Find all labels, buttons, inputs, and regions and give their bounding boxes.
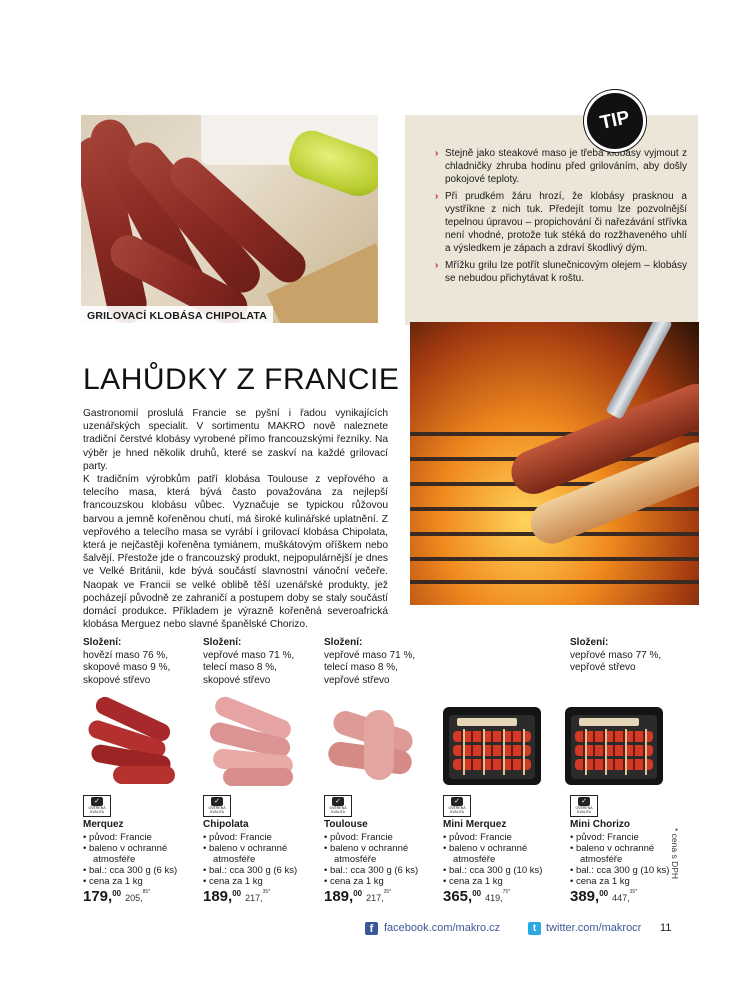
tip-item: › Stejně jako steakové maso je třeba klobásy vyjmout z chladničky zhruba hodinu před grilováním, aby došly pokojové teploty.	[435, 148, 687, 185]
product-price: 179,00 205,$^{85*}$	[83, 888, 151, 905]
product-details: • původ: Francie • baleno v ochranné atmosféře • bal.: cca 300 g (6 ks) • cena za 1 kg	[83, 832, 178, 887]
tip-item: › Mřížku grilu lze potřít slunečnicovým olejem – klobásy se nebudou přichytávat k roštu.	[435, 260, 687, 284]
product-details: • původ: Francie • baleno v ochranné atmosféře • bal.: cca 300 g (6 ks) • cena za 1 kg	[203, 832, 298, 887]
quality-check-icon: ✓	[332, 797, 344, 806]
arrow-right-icon: ›	[435, 191, 439, 202]
toulouse-image	[324, 700, 422, 788]
photo-caption: GRILOVACÍ KLOBÁSA CHIPOLATA	[81, 306, 273, 325]
quality-mark: ✓ OVĚŘENÁ KVALITA	[324, 795, 352, 817]
product-details: • původ: Francie • baleno v ochranné atmosféře • bal.: cca 300 g (10 ks) • cena za 1 kg	[570, 832, 670, 887]
mini-merquez-image	[443, 707, 541, 785]
product-composition: Složení: hovězí maso 76 %, skopové maso 9 %, skopové střevo	[83, 637, 171, 686]
twitter-icon[interactable]: t	[528, 922, 541, 935]
product-details: • původ: Francie • baleno v ochranné atmosféře • bal.: cca 300 g (6 ks) • cena za 1 kg	[324, 832, 419, 887]
page-number: 11	[660, 922, 672, 934]
arrow-right-icon: ›	[435, 148, 439, 159]
quality-check-icon: ✓	[91, 797, 103, 806]
quality-mark: ✓ OVĚŘENÁ KVALITA	[443, 795, 471, 817]
product-price: 365,00 419,$^{75*}$	[443, 888, 511, 905]
product-details: • původ: Francie • baleno v ochranné atmosféře • bal.: cca 300 g (10 ks) • cena za 1 kg	[443, 832, 543, 887]
product-name: Chipolata	[203, 819, 249, 830]
product-composition: Složení: vepřové maso 71 %, telecí maso 8 %, vepřové střevo	[324, 637, 416, 686]
product-price: 389,00 447,$^{35*}$	[570, 888, 638, 905]
quality-check-icon: ✓	[451, 797, 463, 806]
arrow-right-icon: ›	[435, 260, 439, 271]
tip-item: › Při prudkém žáru hrozí, že klobásy prasknou a vystříknе z nich tuk. Předejít tomu lze pozvolnější tepelnou úpravou – propichování či nařezávání střívka není vhodné, protože tuk stéká do rozžhaveného uhlí a výsledkem je zápach a zdraví škodlivý dým.	[435, 191, 687, 254]
product-name: Toulouse	[324, 819, 368, 830]
tip-badge: TIP	[578, 84, 652, 158]
mini-chorizo-image	[565, 707, 663, 785]
quality-check-icon: ✓	[211, 797, 223, 806]
product-name: Mini Chorizo	[570, 819, 630, 830]
facebook-icon[interactable]: f	[365, 922, 378, 935]
product-composition: Složení: vepřové maso 71 %, telecí maso 8 %, skopové střevo	[203, 637, 295, 686]
merquez-image	[83, 700, 181, 788]
product-composition: Složení: vepřové maso 77 %, vepřové střevo	[570, 637, 662, 673]
product-name: Mini Merquez	[443, 819, 507, 830]
product-name: Merquez	[83, 819, 124, 830]
facebook-link[interactable]: facebook.com/makro.cz	[384, 922, 501, 934]
quality-mark: ✓ OVĚŘENÁ KVALITA	[570, 795, 598, 817]
tip-box	[405, 115, 698, 325]
vat-note: * cena s DPH	[670, 828, 680, 880]
product-price: 189,00 217,$^{35*}$	[324, 888, 392, 905]
chipolata-image	[203, 700, 301, 788]
chipolata-photo	[81, 115, 378, 323]
quality-mark: ✓ OVĚŘENÁ KVALITA	[203, 795, 231, 817]
quality-check-icon: ✓	[578, 797, 590, 806]
grill-photo	[410, 322, 699, 605]
product-price: 189,00 217,$^{35*}$	[203, 888, 271, 905]
intro-text	[83, 407, 388, 631]
intro-paragraph: Gastronomií proslulá Francie se pyšní i řadou vynikajících uzenářských specialit. V sortimentu MAKRO nově naleznete tradiční čerstvé klobásy vyrobené přímo francouzskými řezníky. Na výběr je hned několik druhů, které se zaskví na každé grilovací party.	[83, 408, 388, 472]
page-title: LAHŮDKY Z FRANCIE	[83, 363, 400, 396]
intro-paragraph: K tradičním výrobkům patří klobása Toulouse z vepřového a telecího masa, která bývá často považována za nejlepší francouzskou klobásu vůbec. Vyznačuje se typickou růžovou barvou a jemně kořeněnou chutí, má široké kulinářské uplatnění. Z vepřového a telecího masa se vyrábí i grilovací klobása Chipolata, která je nejčastěji kořeněna tymiánem, muškátovým oříškem nebo šalvějí. Přestože jde o francouzský produkt, nejpopulárnější je dnes ve Velké Británii, kde bývá součástí slavnostní vánoční večeře. Naopak ve Francii se velké oblibě těší uzenářské produkty, jež pocházejí původně ze zahraničí a postupem doby se staly součástí domácí produkce. Příkladem je výrazně kořeněná severoafrická klobása Merguez nebo slavné španělské Chorizo.	[83, 474, 388, 631]
quality-mark: ✓ OVĚŘENÁ KVALITA	[83, 795, 111, 817]
twitter-link[interactable]: twitter.com/makrocr	[546, 922, 642, 934]
